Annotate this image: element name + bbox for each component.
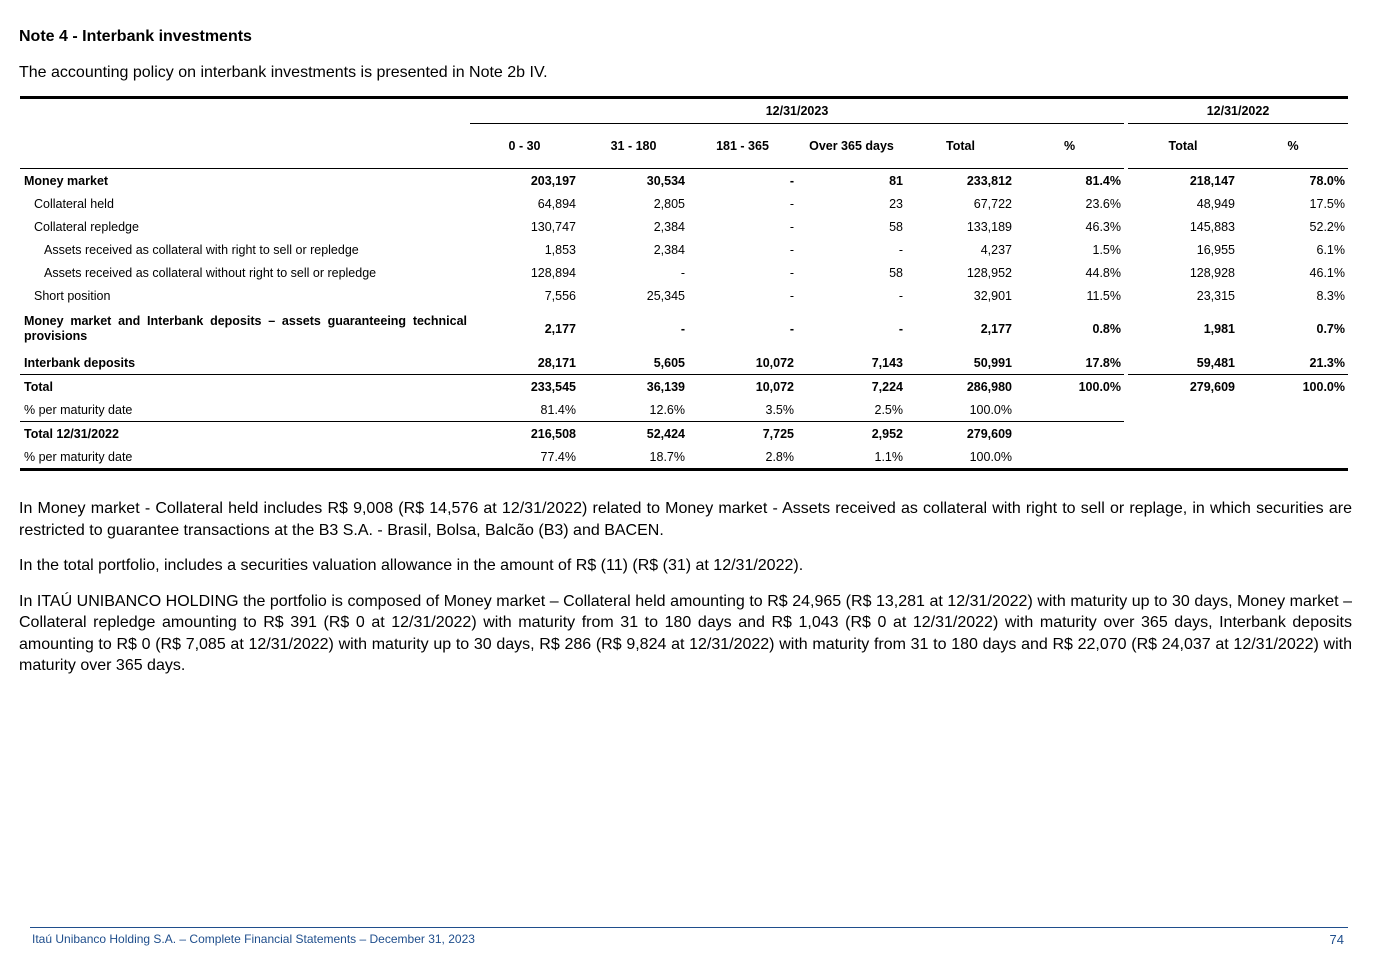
table-cell: 7,224 [797,375,906,399]
table-cell: 36,139 [579,375,688,399]
table-cell [1015,398,1124,422]
table-cell: 17.8% [1085,355,1121,370]
table-cell: - [898,288,903,303]
table-cell: 233,812 [966,173,1012,188]
table-cell: 16,955 [1196,242,1235,257]
row-label: % per maturity date [24,449,133,464]
notes-paragraphs [19,498,1352,691]
table-row [20,238,1348,261]
table-cell: 46.1% [1309,265,1345,280]
column-header: 0 - 30 [470,124,579,169]
table-cell: 44.8% [1085,265,1121,280]
page-number: 74 [1329,932,1344,947]
table-cell: 128,952 [966,265,1012,280]
table-cell: 52,424 [579,422,688,446]
table-row [20,307,1348,351]
table-cell: 81 [889,173,903,188]
table-cell: 21.3% [1309,355,1345,370]
row-label: Collateral repledge [34,219,139,234]
table-cell: 2,805 [653,196,685,211]
table-cell: 2,177 [980,322,1012,336]
table-cell: - [789,219,794,234]
table-cell: 64,894 [537,196,576,211]
table-cell: - [898,322,903,336]
table-cell: 3.5% [765,402,794,417]
header-blank [20,124,470,169]
table-cell: 81.4% [540,402,576,417]
row-label: Assets received as collateral with right to sell or repledge [44,242,359,257]
table-cell: 218,147 [1189,173,1235,188]
table-cell: 50,991 [973,355,1012,370]
table-cell: 1.5% [1092,242,1121,257]
row-label: Total [20,375,470,399]
table-row [20,422,1348,446]
table-cell: 23,315 [1196,288,1235,303]
table-cell: 203,197 [530,173,576,188]
table-cell: 2,177 [544,322,576,336]
table-cell: 133,189 [966,219,1012,234]
table-cell: 46.3% [1085,219,1121,234]
table-cell: 7,725 [688,422,797,446]
column-header: 31 - 180 [579,124,688,169]
table-cell [1015,422,1124,446]
table-cell: 233,545 [470,375,579,399]
table-cell: 100.0% [969,449,1012,464]
table-cell: - [789,322,794,336]
table-cell: 286,980 [906,375,1015,399]
table-row [20,398,1348,422]
table-cell: 58 [889,219,903,234]
paragraph: In the total portfolio, includes a securities valuation allowance in the amount of R$ (11) (R$ (31) at 12/31/2022). [19,557,804,574]
table-cell: 2,384 [653,242,685,257]
table-row [20,445,1348,470]
paragraph: In Money market - Collateral held includes R$ 9,008 (R$ 14,576 at 12/31/2022) related to Money market - Assets received as collateral with right to sell or replage, in which securities are restricted to guarantee transactions at the B3 S.A. - Brasil, Bolsa, Balcão (B3) and BACEN. [19,500,1352,539]
table-cell: 59,481 [1196,355,1235,370]
table-cell: 25,345 [646,288,685,303]
table-cell: - [789,196,794,211]
table-row [20,192,1348,215]
table-cell: - [789,288,794,303]
table-cell: 1,981 [1203,322,1235,336]
table-cell: 17.5% [1309,196,1345,211]
table-cell: 48,949 [1196,196,1235,211]
table-cell: 18.7% [649,449,685,464]
table-cell: 6.1% [1316,242,1345,257]
table-cell [1238,445,1348,470]
table-cell: 4,237 [980,242,1012,257]
table-cell: 30,534 [646,173,685,188]
row-label: Assets received as collateral without right to sell or repledge [44,265,377,280]
table-row [20,375,1348,399]
table-cell: 2.8% [765,449,794,464]
table-cell: 78.0% [1309,173,1345,188]
column-header-row [20,124,1348,169]
table-cell: 2,952 [797,422,906,446]
table-cell: 10,072 [688,375,797,399]
table-cell: 8.3% [1316,288,1345,303]
table-cell: - [789,173,794,188]
column-header: % [1238,124,1348,169]
table-cell: 0.7% [1316,322,1345,336]
table-cell: 2,384 [653,219,685,234]
column-header: Total [906,124,1015,169]
table-cell [1238,422,1348,446]
table-cell: 23.6% [1085,196,1121,211]
column-header: Total [1128,124,1238,169]
table-cell: 52.2% [1309,219,1345,234]
table-cell: 0.8% [1092,322,1121,336]
table-cell: 100.0% [1238,375,1348,399]
table-cell: - [680,265,685,280]
row-label: Money market [24,173,109,188]
table-cell: 7,556 [544,288,576,303]
table-cell: 32,901 [973,288,1012,303]
row-label: % per maturity date [24,402,133,417]
table-cell: 23 [889,196,903,211]
table-cell [1238,398,1348,422]
table-cell [1015,445,1124,470]
header-blank [20,98,470,124]
table-cell: 67,722 [973,196,1012,211]
table-row [20,284,1348,307]
table-cell: 28,171 [537,355,576,370]
table-cell: - [898,242,903,257]
table-cell: 11.5% [1086,288,1121,303]
row-label: Total 12/31/2022 [20,422,470,446]
column-header: Over 365 days [797,124,906,169]
row-label: Collateral held [34,196,114,211]
table-row [20,261,1348,284]
table-row [20,215,1348,238]
page-footer [30,927,1348,947]
table-cell: 12.6% [649,402,685,417]
table-row [20,351,1348,375]
table-cell: 130,747 [530,219,576,234]
table-cell: 1.1% [874,449,903,464]
table-cell: - [680,322,685,336]
table-cell: 279,609 [906,422,1015,446]
table-cell: 279,609 [1128,375,1238,399]
column-header: 181 - 365 [688,124,797,169]
table-cell: - [789,265,794,280]
table-cell: - [789,242,794,257]
period-2023-header: 12/31/2023 [470,98,1124,124]
table-cell: 128,928 [1189,265,1235,280]
row-label: Interbank deposits [24,355,136,370]
row-label: Money market and Interbank deposits – assets guaranteeing technical provisions [24,314,467,343]
footer-text: Itaú Unibanco Holding S.A. – Complete Financial Statements – December 31, 2023 [32,932,475,946]
intro-text: The accounting policy on interbank investments is presented in Note 2b IV. [19,64,548,81]
table-cell: 216,508 [470,422,579,446]
table-cell: 81.4% [1085,173,1121,188]
table-cell: 145,883 [1189,219,1235,234]
table-cell: 100.0% [1015,375,1124,399]
table-cell: 77.4% [540,449,576,464]
table-cell: 7,143 [871,355,903,370]
table-cell: 2.5% [874,402,903,417]
table-cell: 128,894 [530,265,576,280]
period-header-row [20,98,1348,124]
column-header: % [1015,124,1124,169]
interbank-investments-table [20,96,1348,471]
table-cell [1128,422,1238,446]
table-row [20,169,1348,193]
table-cell: 1,853 [544,242,576,257]
table-cell: 100.0% [969,402,1012,417]
table-cell: 58 [889,265,903,280]
table-cell [1128,398,1238,422]
table-cell [1128,445,1238,470]
note-title: Note 4 - Interbank investments [19,28,252,45]
table-cell: 5,605 [653,355,685,370]
paragraph: In ITAÚ UNIBANCO HOLDING the portfolio is composed of Money market – Collateral held amounting to R$ 24,965 (R$ 13,281 at 12/31/2022) with maturity up to 30 days, Money market – Collateral repledge amounting to R$ 391 (R$ 0 at 12/31/2022) with maturity from 31 to 180 days and R$ 1,043 (R$ 0 at 12/31/2022) with maturity over 365 days, Interbank deposits amounting to R$ 0 (R$ 7,085 at 12/31/2022) with maturity up to 30 days, R$ 286 (R$ 9,824 at 12/31/2022) with maturity from 31 to 180 days and R$ 22,070 (R$ 24,037 at 12/31/2022) with maturity over 365 days. [19,592,1352,674]
row-label: Short position [34,288,111,303]
table-cell: 10,072 [755,355,794,370]
period-2022-header: 12/31/2022 [1128,98,1348,124]
